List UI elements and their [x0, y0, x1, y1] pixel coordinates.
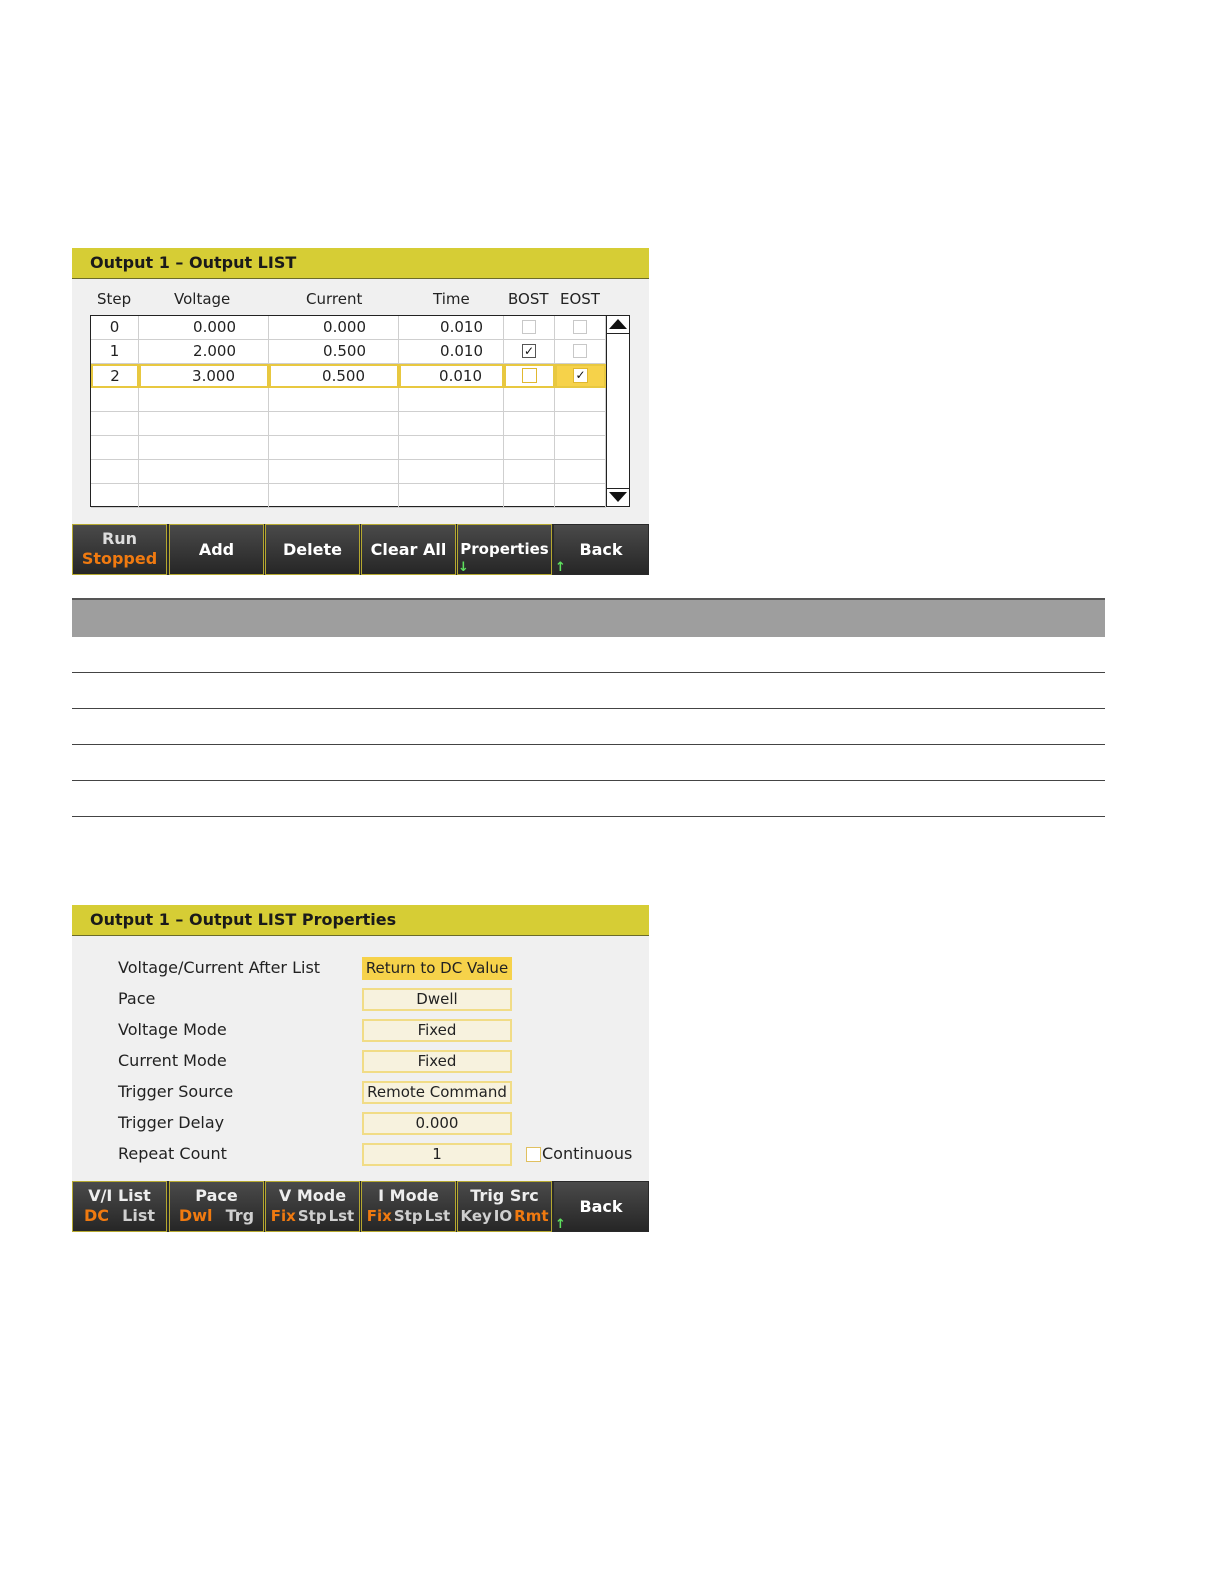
repeat-count-field[interactable]: 1 [362, 1143, 512, 1166]
eost-cell [555, 460, 606, 484]
current-cell [269, 388, 399, 412]
time-cell: 0.010 [399, 316, 504, 340]
step-cell [91, 436, 139, 460]
voltage-mode-field[interactable]: Fixed [362, 1019, 512, 1042]
pace-label: Pace [195, 1186, 238, 1205]
voltage-cell: 0.000 [139, 316, 269, 340]
time-cell [399, 436, 504, 460]
v-mode-softkey[interactable] [265, 1181, 360, 1232]
scroll-down-button[interactable] [609, 490, 627, 504]
time-cell [399, 388, 504, 412]
step-cell [91, 412, 139, 436]
option-key: Key [460, 1207, 492, 1225]
screen-title: Output 1 – Output LIST Properties [72, 905, 649, 936]
option-rmt: Rmt [514, 1207, 549, 1225]
v-mode-label: V Mode [278, 1186, 347, 1205]
eost-cell [555, 316, 606, 340]
table-row[interactable] [91, 412, 605, 436]
current-cell [269, 412, 399, 436]
bost-checkbox[interactable] [522, 368, 537, 383]
trigger-delay-field[interactable]: 0.000 [362, 1112, 512, 1135]
voltage-cell [139, 412, 269, 436]
table-row[interactable] [91, 436, 605, 460]
run-softkey[interactable] [72, 524, 167, 575]
current-cell: 0.000 [269, 316, 399, 340]
arrow-up-icon: ↑ [555, 560, 566, 575]
column-headers [72, 290, 649, 310]
eost-cell [555, 340, 606, 364]
current-cell [269, 436, 399, 460]
after-list-field[interactable]: Return to DC Value [362, 957, 512, 980]
bost-cell [504, 484, 555, 508]
table-row [72, 673, 1105, 709]
scrollbar[interactable] [606, 315, 630, 507]
voltage-cell: 2.000 [139, 340, 269, 364]
arrow-up-icon: ↑ [555, 1217, 566, 1232]
time-cell [399, 484, 504, 508]
trig-src-options [458, 1206, 551, 1226]
i-mode-softkey[interactable] [361, 1181, 456, 1232]
column-header-step: Step [97, 290, 132, 308]
arrow-down-icon: ↓ [458, 560, 469, 575]
column-header-bost: BOST [508, 290, 549, 308]
prop-label-repeat-count: Repeat Count [118, 1144, 227, 1163]
table-row[interactable] [91, 340, 605, 364]
voltage-cell [139, 436, 269, 460]
bost-cell [504, 364, 555, 388]
column-header-eost: EOST [560, 290, 600, 308]
v-mode-options [266, 1206, 359, 1226]
table-row[interactable] [91, 484, 605, 508]
time-cell: 0.010 [399, 340, 504, 364]
bost-cell [504, 412, 555, 436]
list-table [90, 315, 606, 507]
time-cell [399, 460, 504, 484]
triangle-up-icon [609, 319, 627, 329]
option-trg: Trg [225, 1206, 255, 1225]
add-softkey[interactable] [169, 524, 264, 575]
properties-softkey[interactable] [457, 524, 552, 575]
bost-cell [504, 316, 555, 340]
step-cell [91, 484, 139, 508]
option-dc: DC [83, 1206, 110, 1225]
table-row[interactable] [91, 316, 605, 340]
continuous-label: Continuous [542, 1144, 633, 1163]
bost-cell [504, 340, 555, 364]
step-cell: 2 [91, 364, 139, 388]
trig-src-softkey[interactable] [457, 1181, 552, 1232]
option-fix: Fix [366, 1207, 392, 1225]
eost-cell [555, 412, 606, 436]
step-cell [91, 460, 139, 484]
list-properties-screen [72, 905, 649, 1232]
voltage-cell [139, 460, 269, 484]
option-dwl: Dwl [178, 1206, 213, 1225]
back-softkey[interactable] [553, 524, 649, 575]
eost-cell [555, 436, 606, 460]
delete-label: Delete [283, 540, 342, 559]
prop-label-current-mode: Current Mode [118, 1051, 227, 1070]
eost-checkbox-checked[interactable]: ✓ [573, 368, 588, 383]
current-cell: 0.500 [269, 364, 399, 388]
prop-label-trigger-source: Trigger Source [118, 1082, 234, 1101]
table-row [72, 781, 1105, 817]
option-stp: Stp [393, 1207, 423, 1225]
table-row[interactable] [91, 388, 605, 412]
add-label: Add [198, 540, 235, 559]
option-lst: Lst [328, 1207, 355, 1225]
voltage-cell [139, 484, 269, 508]
blank-table-header [72, 598, 1105, 637]
scroll-up-button[interactable] [609, 318, 627, 332]
pace-options [170, 1206, 263, 1226]
table-row [72, 745, 1105, 781]
output-list-screen [72, 248, 649, 575]
current-cell [269, 484, 399, 508]
step-cell: 1 [91, 340, 139, 364]
pace-softkey[interactable] [169, 1181, 264, 1232]
prop-label-after-list: Voltage/Current After List [118, 958, 321, 977]
run-label: Run [101, 529, 138, 548]
back-label: Back [579, 1197, 623, 1216]
table-row [72, 637, 1105, 673]
bost-cell [504, 460, 555, 484]
time-cell: 0.010 [399, 364, 504, 388]
pace-field[interactable]: Dwell [362, 988, 512, 1011]
back-label: Back [579, 540, 623, 559]
trigger-source-field[interactable]: Remote Command [362, 1081, 512, 1104]
prop-label-pace: Pace [118, 989, 156, 1008]
vi-list-label: V/I List [88, 1186, 151, 1205]
time-cell [399, 412, 504, 436]
eost-cell [555, 388, 606, 412]
properties-label: Properties [460, 540, 549, 558]
bost-cell [504, 388, 555, 412]
table-row[interactable] [91, 460, 605, 484]
eost-cell [555, 364, 606, 388]
table-row [72, 709, 1105, 745]
eost-cell [555, 484, 606, 508]
run-state-label: Stopped [81, 549, 158, 568]
back-softkey[interactable] [553, 1181, 649, 1232]
i-mode-options [362, 1206, 455, 1226]
triangle-down-icon [609, 492, 627, 502]
eost-checkbox[interactable] [573, 320, 587, 334]
continuous-checkbox[interactable] [526, 1147, 541, 1162]
step-cell: 0 [91, 316, 139, 340]
voltage-cell: 3.000 [139, 364, 269, 388]
prop-label-trigger-delay: Trigger Delay [118, 1113, 225, 1132]
softkey-bar [72, 524, 649, 575]
option-fix: Fix [270, 1207, 296, 1225]
option-list: List [122, 1206, 156, 1225]
current-cell: 0.500 [269, 340, 399, 364]
option-io: IO [493, 1207, 513, 1225]
eost-checkbox[interactable] [573, 344, 587, 358]
option-stp: Stp [297, 1207, 327, 1225]
prop-label-voltage-mode: Voltage Mode [118, 1020, 227, 1039]
column-header-time: Time [433, 290, 470, 308]
table-row[interactable] [91, 364, 605, 388]
clear-all-softkey[interactable] [361, 524, 456, 575]
column-header-voltage: Voltage [174, 290, 231, 308]
current-cell [269, 460, 399, 484]
i-mode-label: I Mode [378, 1186, 439, 1205]
softkey-bar [72, 1181, 649, 1232]
screen-title: Output 1 – Output LIST [72, 248, 649, 279]
option-lst: Lst [424, 1207, 451, 1225]
column-header-current: Current [306, 290, 363, 308]
vi-list-softkey[interactable] [72, 1181, 167, 1232]
bost-cell [504, 436, 555, 460]
blank-table [72, 598, 1105, 817]
bost-checkbox[interactable] [522, 320, 536, 334]
clear-all-label: Clear All [370, 540, 447, 559]
vi-list-options [73, 1206, 166, 1226]
current-mode-field[interactable]: Fixed [362, 1050, 512, 1073]
voltage-cell [139, 388, 269, 412]
bost-checkbox-checked[interactable]: ✓ [523, 343, 535, 358]
delete-softkey[interactable] [265, 524, 360, 575]
trig-src-label: Trig Src [470, 1186, 539, 1205]
step-cell [91, 388, 139, 412]
